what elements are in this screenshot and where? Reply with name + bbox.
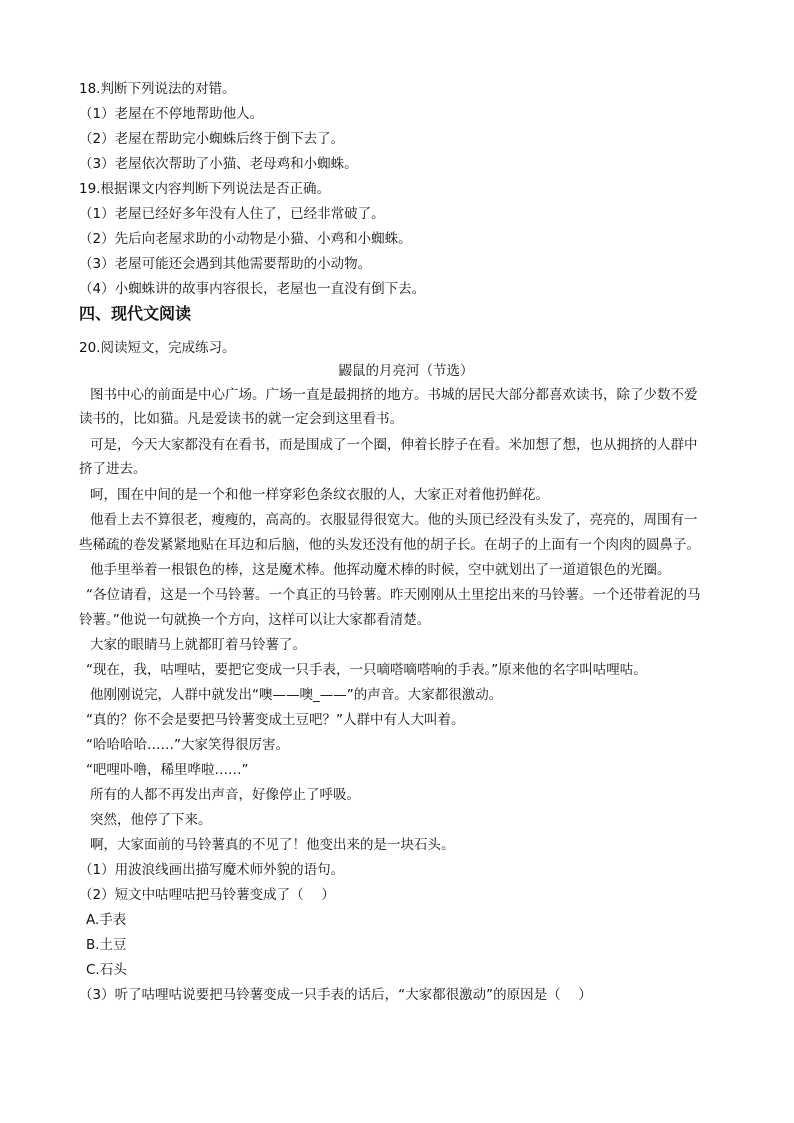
option-b: B.土豆 (86, 937, 127, 953)
q18-item-1: （1）老屋在不停地帮助他人。 (79, 106, 264, 122)
passage-title: 鼹鼠的月亮河（节选） (338, 363, 474, 379)
passage-line: 啊，大家面前的马铃薯真的不见了！他变出来的是一块石头。 (90, 837, 455, 853)
q19-item-2: （2）先后向老屋求助的小动物是小猫、小鸡和小蜘蛛。 (79, 231, 412, 247)
passage-line: 些稀疏的卷发紧紧地贴在耳边和后脑，他的头发还没有他的胡子长。在胡子的上面有一个肉肉的圆鼻子。 (79, 537, 700, 553)
q19-item-3: （3）老屋可能还会遇到其他需要帮助的小动物。 (79, 256, 372, 272)
sub-question-3: （3）听了咕哩咕说要把马铃薯变成一只手表的话后，“大家都很激动”的原因是（ ） (79, 987, 592, 1003)
q20-stem: 20.阅读短文，完成练习。 (79, 340, 236, 356)
passage-line: “哈哈哈哈……”大家笑得很厉害。 (86, 737, 289, 753)
section-heading: 四、现代文阅读 (79, 304, 192, 323)
passage-line: 所有的人都不再发出声音，好像停止了呼吸。 (90, 787, 360, 803)
option-a: A.手表 (86, 912, 127, 928)
sub-question-2: （2）短文中咕哩咕把马铃薯变成了（ ） (79, 887, 335, 903)
passage-line: “吧哩卟噜，稀里哗啦……” (86, 762, 249, 778)
passage-line: 他刚刚说完，人群中就发出“噢——噢_——”的声音。大家都很激动。 (90, 687, 503, 703)
passage-line: “各位请看，这是一个马铃薯。一个真正的马铃薯。昨天刚刚从土里挖出来的马铃薯。一个还带着泥的马 (86, 587, 701, 603)
q19-stem: 19.根据课文内容判断下列说法是否正确。 (79, 181, 330, 197)
option-c: C.石头 (86, 962, 127, 978)
q19-item-4: （4）小蜘蛛讲的故事内容很长，老屋也一直没有倒下去。 (79, 281, 426, 297)
sub-question-1: （1）用波浪线画出描写魔术师外貌的语句。 (79, 862, 345, 878)
passage-line: 大家的眼睛马上就都盯着马铃薯了。 (90, 637, 306, 653)
passage-line: 突然，他停了下来。 (90, 812, 212, 828)
passage-line: 可是，今天大家都没有在看书，而是围成了一个圈，伸着长脖子在看。米加想了想，也从拥挤的人群中 (90, 437, 698, 453)
q19-item-1: （1）老屋已经好多年没有人住了，已经非常破了。 (79, 206, 385, 222)
q18-item-2: （2）老屋在帮助完小蜘蛛后终于倒下去了。 (79, 131, 345, 147)
passage-line: “现在，我，咕哩咕，要把它变成一只手表，一只嘀嗒嘀嗒响的手表。”原来他的名字叫咕哩咕。 (86, 662, 647, 678)
passage-line: 他看上去不算很老，瘦瘦的，高高的。衣服显得很宽大。他的头顶已经没有头发了，亮亮的，周围有一 (90, 512, 698, 528)
q18-stem: 18.判断下列说法的对错。 (79, 81, 236, 97)
q18-item-3: （3）老屋依次帮助了小猫、老母鸡和小蜘蛛。 (79, 156, 358, 172)
passage-line: 图书中心的前面是中心广场。广场一直是最拥挤的地方。书城的居民大部分都喜欢读书，除了少数不爱 (90, 387, 698, 403)
passage-line: 他手里举着一根银色的棒，这是魔术棒。他挥动魔术棒的时候，空中就划出了一道道银色的光圈。 (90, 562, 671, 578)
passage-line: 读书的，比如猫。凡是爱读书的就一定会到这里看书。 (79, 411, 403, 427)
passage-line: 挤了进去。 (79, 461, 147, 477)
passage-line: “真的？你不会是要把马铃薯变成土豆吧？”人群中有人大叫着。 (86, 712, 465, 728)
passage-line: 呵，围在中间的是一个和他一样穿彩色条纹衣服的人，大家正对着他扔鲜花。 (90, 487, 549, 503)
passage-line: 铃薯。”他说一句就换一个方向，这样可以让大家都看清楚。 (79, 612, 431, 628)
